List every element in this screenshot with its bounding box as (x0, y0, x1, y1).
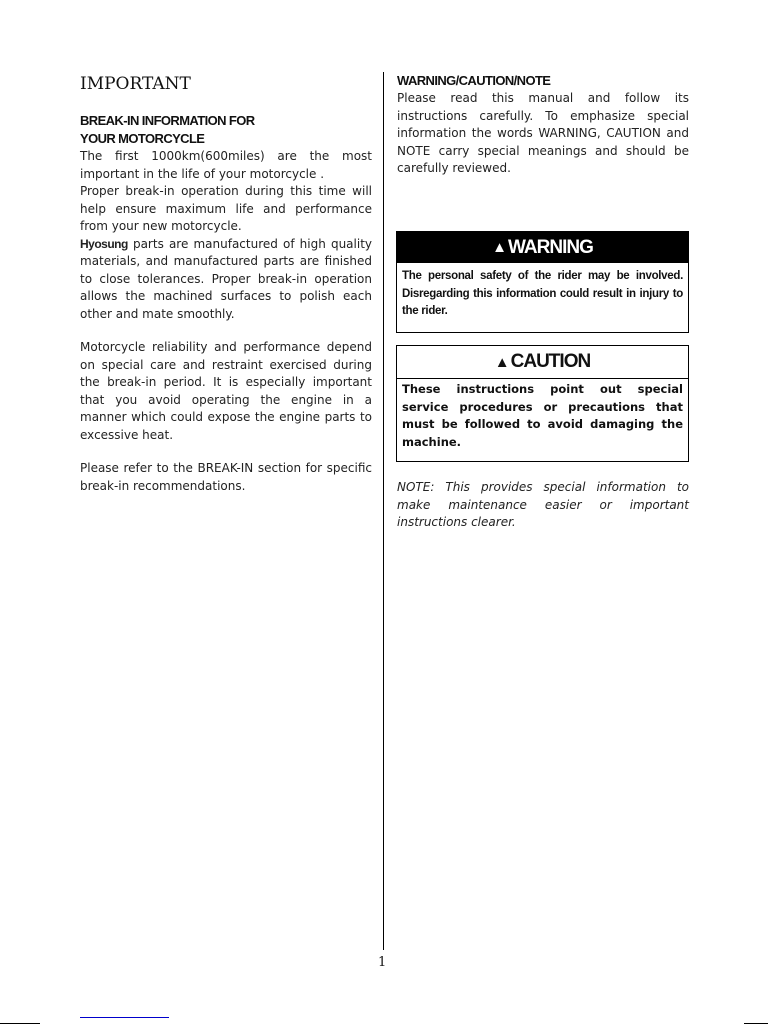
paragraph-first-km: The first 1000km(600miles) are the most important in the life of your motorcycle . (80, 149, 372, 181)
right-column (397, 72, 689, 178)
wcn-heading: WARNING/CAUTION/NOTE (397, 73, 551, 88)
caution-text: These instructions point out special service procedures or precautions that must be followed to avoid damaging the machine. (402, 382, 683, 449)
paragraph-reliability: Motorcycle reliability and performance depend on special care and restraint exercised during the break-in period. It is especially important that you avoid operating the engine in a manner which could expose the engine parts to excessive heat. (80, 340, 372, 442)
page-title: IMPORTANT (80, 74, 191, 94)
caution-box (396, 345, 689, 462)
warning-title (397, 232, 688, 263)
brand-name: Hyosung (80, 236, 128, 251)
paragraph-proper-breakin: Proper break-in operation during this time will help ensure maximum life and performance from your new motorcycle. (80, 184, 372, 233)
breakin-heading-line2: YOUR MOTORCYCLE (80, 131, 205, 146)
warning-text: The personal safety of the rider may be involved. Disregarding this information could result in injury to the rider. (402, 270, 683, 317)
breakin-heading-line1: BREAK-IN INFORMATION FOR (80, 113, 255, 128)
note-text: NOTE: This provides special information to make maintenance easier or important instructions clearer. (397, 480, 689, 529)
paragraph-refer: Please refer to the BREAK-IN section for specific break-in recommendations. (80, 461, 372, 493)
breakin-heading (80, 112, 372, 148)
left-column (80, 72, 372, 495)
warning-box (396, 231, 689, 333)
caution-title (397, 346, 688, 379)
paragraph-hyosung-rest: parts are manufactured of high quality materials, and manufactured parts are finished to close tolerances. Proper break-in operation allows the machined surfaces to polish each other and mate smoothly. (80, 236, 372, 321)
warning-triangle-icon: ▲ (492, 239, 507, 256)
caution-title-text: CAUTION (510, 351, 591, 372)
column-divider (383, 72, 384, 950)
warning-title-text: WARNING (508, 236, 593, 258)
paragraph-wcn-intro: Please read this manual and follow its instructions carefully. To emphasize special information the words WARNING, CAUTION and NOTE carry special meanings and should be carefully reviewed. (397, 91, 689, 175)
caution-triangle-icon: ▲ (494, 353, 509, 371)
page-number: 1 (378, 955, 387, 970)
link-underline[interactable] (80, 1017, 169, 1018)
paragraph-hyosung-parts (80, 236, 372, 324)
